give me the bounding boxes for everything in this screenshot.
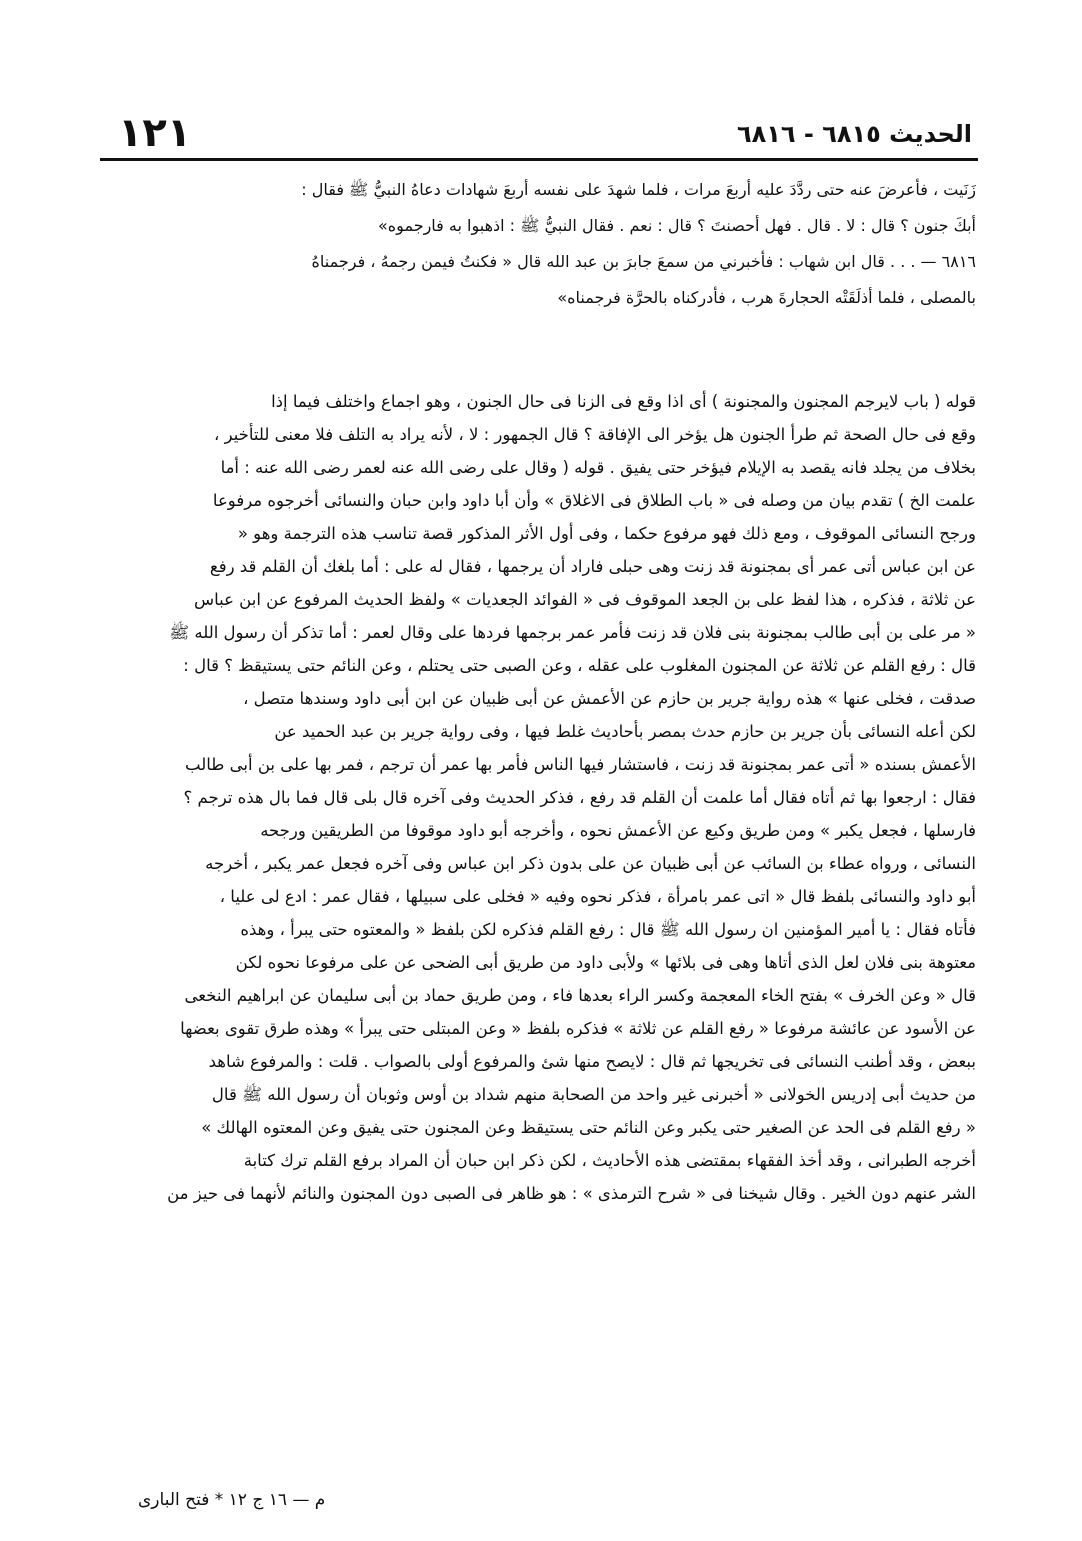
text-line: صدقت ، فخلى عنها » هذه رواية جرير بن حازم عن الأعمش عن أبى ظبيان عن ابن أبى داود وسندها متصل ، [243,689,976,708]
text-line: فأتاه فقال : يا أمير المؤمنين ان رسول الله ﷺ قال : رفع القلم فذكره لكن بلفظ « والمعتوه حتى يبرأ ، وهذه [240,920,976,939]
text-line: لكن أعله النسائى بأن جرير بن حازم حدث بمصر بأحاديث غلط فيها ، وفى رواية جرير بن عبد الحميد عن [274,722,976,741]
text-line: من حديث أبى إدريس الخولانى « أخبرنى غير واحد من الصحابة منهم شداد بن أوس وثوبان أن رسول الله ﷺ قال [211,1085,976,1104]
text-line: معتوهة بنى فلان لعل الذى أتاها وهى فى بلائها » ولأبى داود من طريق أبى الضحى عن على مرفوعا نحوه لكن [235,953,976,972]
text-line: قال « وعن الخرف » بفتح الخاء المعجمة وكسر الراء بعدها فاء ، ومن طريق حماد بن أبى سليمان عن ابراهيم النخعى [184,986,976,1005]
text-line: بخلاف من يجلد فانه يقصد به الإيلام فيؤخر حتى يفيق . قوله ( وقال على رضى الله عنه لعمر رضى الله عنه : أما [220,458,976,477]
running-title: الحديث ٦٨١٥ - ٦٨١٦ [736,120,972,148]
text-line: ٦٨١٦ — . . . قال ابن شهاب : فأخبرني من سمعَ جابرَ بن عبد الله قال « فكنتُ فيمن رجمهُ ، فرجمناهُ [311,252,976,271]
text-line: علمت الخ ) تقدم بيان من وصله فى « باب الطلاق فى الاغلاق » وأن أبا داود وابن حبان والنسائى أخرجوه مرفوعا [212,491,976,510]
text-line: وقع فى حال الصحة ثم طرأ الجنون هل يؤخر الى الإفاقة ؟ قال الجمهور : لا ، لأنه يراد به التلف فلا معنى للتأخير ، [214,425,976,444]
text-line: الشر عنهم دون الخير . وقال شيخنا فى « شرح الترمذى » : هو ظاهر فى الصبى دون المجنون والنائم لأنهما فى حيز من [167,1184,976,1203]
text-line: أبو داود والنسائى بلفظ قال « اتى عمر بامرأة ، فذكر نحوه وفيه « فخلى على سبيلها ، فقال عمر : ادع لى عليا ، [219,887,976,906]
header-rule [100,158,978,161]
text-line: زَنَيت ، فأعرضَ عنه حتى ردَّدَ عليه أربعَ مرات ، فلما شهدَ على نفسه أربعَ شهادات دعاهُ النبيُّ ﷺ فقال : [301,180,976,199]
text-line: قوله ( باب لايرجم المجنون والمجنونة ) أى اذا وقع فى الزنا فى حال الجنون ، وهو اجماع واختلف فيما إذا [271,392,976,411]
text-line: عن ابن عباس أتى عمر أى بمجنونة قد زنت وهى حبلى فاراد أن يرجمها ، فقال له على : أما بلغك أن القلم قد رفع [209,557,976,576]
text-line: عن ثلاثة ، فذكره ، هذا لفظ على بن الجعد الموقوف فى « الفوائد الجعديات » ولفظ الحديث المرفوع عن ابن عباس [193,590,976,609]
text-line: بالمصلى ، فلما أذلَقَتْه الحجارةَ هرب ، فأدركناه بالحرَّة فرجمناه» [557,288,976,307]
text-line: « مر على بن أبى طالب بمجنونة بنى فلان قد زنت فأمر عمر برجمها فردها على وقال لعمر : أما تذكر أن رسول الله ﷺ [169,623,976,642]
text-line: فارسلها ، فجعل يكبر » ومن طريق وكيع عن الأعمش نحوه ، وأخرجه أبو داود موقوفا من الطريقين ورجحه [260,821,976,840]
text-line: الأعمش بسنده « أتى عمر بمجنونة قد زنت ، فاستشار فيها الناس فأمر بها عمر أن ترجم ، فمر بها على بن أبى طالب [185,755,976,774]
text-line: أخرجه الطبرانى ، وقد أخذ الفقهاء بمقتضى هذه الأحاديث ، لكن ذكر ابن حبان أن المراد برفع القلم ترك كتابة [243,1151,976,1170]
text-line: ورجح النسائى الموقوف ، ومع ذلك فهو مرفوع حكما ، وفى أول الأثر المذكور قصة تناسب هذه الترجمة وهو « [237,524,976,543]
text-line: « رفع القلم فى الحد عن الصغير حتى يكبر وعن النائم حتى يستيقظ وعن المجنون حتى يفيق وعن المعتوه الهالك » [201,1118,976,1137]
text-line: قال : رفع القلم عن ثلاثة عن المجنون المغلوب على عقله ، وعن الصبى حتى يحتلم ، وعن النائم حتى يستيقظ ؟ قال : [183,656,976,675]
footer-signature: م — ١٦ ج ١٢ * فتح البارى [138,1490,326,1510]
text-line: ببعض ، وقد أطنب النسائى فى تخريجها ثم قال : لايصح منها شئ والمرفوع أولى بالصواب . قلت : والمرفوع شاهد [208,1052,976,1071]
page-header [100,110,972,158]
text-line: أبكَ جنون ؟ قال : لا . قال . فهل أحصنتَ ؟ قال : نعم . فقال النبيُّ ﷺ : اذهبوا به فارجموه» [378,216,976,235]
text-line: عن الأسود عن عائشة مرفوعا « رفع القلم عن ثلاثة » فذكره بلفظ « وعن المبتلى حتى يبرأ » وهذه طرق تقوى بعضها [180,1019,976,1038]
hadith-text [104,172,976,316]
text-line: فقال : ارجعوا بها ثم أتاه فقال أما علمت أن القلم قد رفع ، فذكر الحديث وفى آخره قال بلى قال فما بال هذه ترجم ؟ [183,788,976,807]
commentary-text [104,385,976,1210]
page-number: ١٢١ [118,110,192,156]
text-line: النسائى ، ورواه عطاء بن السائب عن أبى ظبيان عن على بدون ذكر ابن عباس وفى آخره فجعل عمر يكبر ، أخرجه [205,854,976,873]
